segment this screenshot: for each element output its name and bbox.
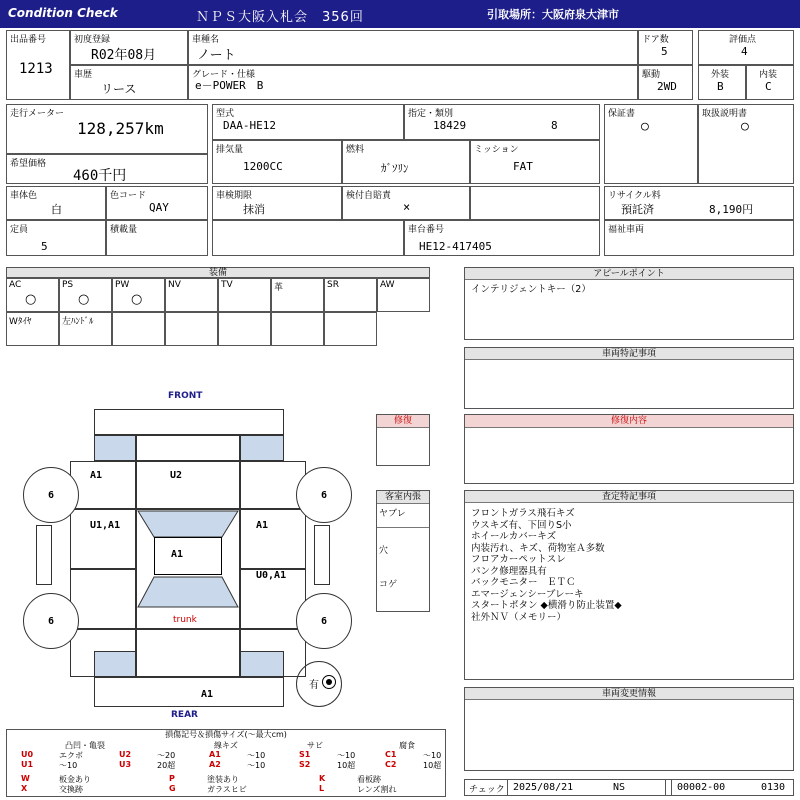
equipment-cell <box>112 278 165 312</box>
legend-desc: レンズ割れ <box>357 785 397 794</box>
equipment-label: 革 <box>274 283 284 293</box>
doc-code: 00002-00 <box>677 782 726 793</box>
tire-rear-right: 6 <box>296 593 352 649</box>
appeal-panel <box>464 267 794 340</box>
score-cell <box>698 30 794 65</box>
exterior-label: 外装 <box>711 70 730 80</box>
legend-desc: エクボ <box>59 751 83 760</box>
legend-desc: 看板跡 <box>357 775 381 784</box>
inspection-note: ウスキズ有、下回りS小 <box>471 519 572 531</box>
equipment-label: TV <box>221 280 233 290</box>
grade-cell <box>188 65 638 100</box>
inspection-note: 社外ＮＶ（メモリー） <box>471 611 567 623</box>
interior-cell <box>746 65 794 100</box>
legend-head-dent: 凸凹・亀裂 <box>65 741 105 750</box>
legend-desc: 〜10 <box>423 751 442 760</box>
check-label: チェック <box>469 785 505 795</box>
drive-cell <box>638 65 693 100</box>
mark-right-rear-door: U0,A1 <box>256 570 287 581</box>
designation: 18429 <box>433 119 467 132</box>
color-code: QAY <box>149 201 169 214</box>
equipment-label: AW <box>380 280 395 290</box>
appeal-title: アピールポイント <box>465 268 793 280</box>
blank-cell-2 <box>212 220 404 256</box>
equipment-label: AC <box>9 280 22 290</box>
inspection-note: スタートボタン ◆横滑り防止装置◆ <box>471 600 622 611</box>
grade: e－POWER B <box>195 79 264 92</box>
recycle-label: リサイクル料 <box>608 191 661 201</box>
front-right-headlight <box>240 435 284 461</box>
change-info-title: 車両変更情報 <box>465 688 793 700</box>
equipment-cell <box>6 312 59 346</box>
legend-code: S2 <box>299 760 311 769</box>
equipment-cell <box>218 312 271 346</box>
rear-label: REAR <box>171 710 198 720</box>
mileage: 128,257km <box>77 119 164 138</box>
inspection-note: フロアカーペットスレ <box>471 554 566 565</box>
car-name-label: 車種名 <box>192 35 220 45</box>
cabin-box <box>376 490 430 612</box>
model-code: DAA-HE12 <box>223 119 276 132</box>
legend-desc: 塗装あり <box>207 775 239 784</box>
rear-left-lamp <box>94 651 136 677</box>
footer-bar <box>464 779 794 796</box>
header-pickup: 引取場所：大阪府泉大津市 <box>487 8 619 21</box>
header-bar <box>0 0 800 28</box>
legend-desc: 〜10 <box>247 751 266 760</box>
welfare-label: 福祉車両 <box>608 225 645 235</box>
color-cell <box>6 186 106 220</box>
legend-code: U1 <box>21 760 34 769</box>
legend-code: P <box>169 774 175 783</box>
legend-desc: ガラスヒビ <box>207 785 247 794</box>
liability-mark: × <box>403 200 411 214</box>
fuel-cell <box>342 140 470 184</box>
legend-code: X <box>21 784 28 793</box>
price-cell <box>6 154 208 184</box>
legend-title: 損傷記号＆損傷サイズ(〜最大cm) <box>165 730 287 739</box>
equipment-cell <box>271 312 324 346</box>
change-info-panel <box>464 687 794 771</box>
warranty-cell <box>604 104 698 184</box>
equipment-cell <box>59 278 112 312</box>
repair-title: 修復 <box>377 415 429 428</box>
mileage-cell <box>6 104 208 154</box>
legend-code: A2 <box>209 760 221 769</box>
history-label: 車歴 <box>74 70 93 80</box>
model-label: 型式 <box>216 109 235 119</box>
lot-number-label: 出品番号 <box>10 35 47 45</box>
legend-desc: 〜10 <box>247 761 266 770</box>
equipment-mark: ○ <box>131 292 143 307</box>
left-rear-door <box>70 569 136 629</box>
liability-label: 検付自賠責 <box>346 191 392 201</box>
rear-right-lamp <box>240 651 284 677</box>
equipment-cell <box>165 278 218 312</box>
equipment-label: PS <box>62 280 74 290</box>
inspection-note: バックモニター ＥＴＣ <box>471 577 576 588</box>
warranty-label: 保証書 <box>608 109 636 119</box>
equipment-cell <box>6 278 59 312</box>
check-date: 2025/08/21 <box>513 782 574 793</box>
legend-head-corrosion: 腐食 <box>399 741 415 750</box>
equipment-cell <box>271 278 324 312</box>
welfare-cell <box>604 220 794 256</box>
equipment-table <box>6 267 430 347</box>
colorcode-label: 色コード <box>110 191 147 201</box>
manual-mark: ○ <box>741 119 749 134</box>
mileage-label: 走行メーター <box>10 109 65 119</box>
tire-front-right: 6 <box>296 467 352 523</box>
legend-code: K <box>319 774 326 783</box>
inspection-expiry: 抹消 <box>243 203 265 216</box>
repair-box <box>376 414 430 466</box>
color-label: 車体色 <box>10 191 38 201</box>
displacement-label: 排気量 <box>216 145 244 155</box>
inspection-note: エマージェンシーブレーキ <box>471 588 584 600</box>
mission-label: ミッション <box>474 145 519 155</box>
repair-detail-title: 修復内容 <box>465 415 793 428</box>
legend-code: U3 <box>119 760 132 769</box>
legend-desc: 10超 <box>337 761 356 770</box>
appeal-text: インテリジェントキー（2） <box>471 284 591 295</box>
first-registration-label: 初度登録 <box>74 35 111 45</box>
mark-roof: A1 <box>171 549 184 560</box>
legend-head-scratch: 線キズ <box>214 741 238 750</box>
model-cell <box>212 104 404 140</box>
legend-desc: 交換跡 <box>59 785 83 794</box>
fuel-label: 燃料 <box>346 145 365 155</box>
mark-front-left: A1 <box>90 470 103 481</box>
legend-code: G <box>169 784 176 793</box>
right-front-door <box>240 509 306 569</box>
interior-label: 内装 <box>759 70 778 80</box>
equipment-mark: ○ <box>25 292 37 307</box>
equipment-cell <box>377 278 430 312</box>
lot-number: 1213 <box>19 61 53 77</box>
capacity-label: 定員 <box>10 225 29 235</box>
trunk-label: trunk <box>173 615 197 625</box>
doors: 5 <box>661 45 668 58</box>
spare-tire-label: 有 <box>309 680 319 691</box>
chassis-cell <box>404 220 600 256</box>
equipment-mark: ○ <box>78 292 90 307</box>
body-color: 白 <box>51 203 62 216</box>
legend-heads <box>7 740 445 750</box>
mark-right-front-door: A1 <box>256 520 269 531</box>
mark-hood: U2 <box>170 470 183 481</box>
cabin-item-burn: コゲ <box>379 580 398 590</box>
displacement-cell <box>212 140 342 184</box>
special-notes-panel <box>464 347 794 409</box>
right-mirror <box>314 525 330 585</box>
legend-desc: 20超 <box>157 761 176 770</box>
drive: 2WD <box>657 80 677 93</box>
colorcode-cell <box>106 186 208 220</box>
liability-cell <box>342 186 470 220</box>
recycle-cell <box>604 186 794 220</box>
cabin-item-hole: 穴 <box>379 546 389 556</box>
tire-front-left: 6 <box>23 467 79 523</box>
car-name: ノート <box>197 48 236 63</box>
doors-label: ドア数 <box>642 35 669 45</box>
spare-tire-icon <box>322 675 336 689</box>
equipment-label: NV <box>168 280 181 290</box>
grille-panel <box>136 435 240 461</box>
recycle-status: 預託済 <box>621 203 654 216</box>
exterior-cell <box>698 65 746 100</box>
lot-number-cell <box>6 30 70 100</box>
legend-desc: 10超 <box>423 761 442 770</box>
rear-bumper-panel <box>94 677 284 707</box>
doc-number: 0130 <box>761 782 786 793</box>
front-bumper-panel <box>94 409 284 435</box>
equipment-label: 左ﾊﾝﾄﾞﾙ <box>62 317 94 327</box>
tire-rear-left: 6 <box>23 593 79 649</box>
exterior-grade: B <box>717 80 724 93</box>
equipment-cell <box>324 278 377 312</box>
recycle-fee: 8,190円 <box>709 203 754 216</box>
car-name-cell <box>188 30 638 65</box>
car-diagram <box>20 385 370 725</box>
legend-code: W <box>21 774 30 783</box>
equipment-cell <box>324 312 377 346</box>
class-number: 8 <box>551 119 558 132</box>
legend-desc: 〜10 <box>59 761 78 770</box>
load-cell <box>106 220 208 256</box>
special-notes-title: 車両特記事項 <box>465 348 793 360</box>
front-label: FRONT <box>168 391 203 401</box>
inspection-note: パンク修理器具有 <box>471 565 547 577</box>
score-label: 評価点 <box>729 35 757 45</box>
legend-desc: 〜10 <box>337 751 356 760</box>
first-registration-cell <box>70 30 188 65</box>
header-title: ＮＰＳ大阪入札会 356回 <box>196 10 364 25</box>
inspection-notes-panel <box>464 490 794 680</box>
legend-code: U0 <box>21 750 34 759</box>
designation-cell <box>404 104 600 140</box>
mission-cell <box>470 140 600 184</box>
inspection-note: 内装汚れ、キズ、荷物室Ａ多数 <box>471 542 605 554</box>
repair-detail-panel <box>464 414 794 484</box>
mark-rear-bumper: A1 <box>201 689 214 700</box>
legend-code: A1 <box>209 750 221 759</box>
equipment-label: SR <box>327 280 339 290</box>
doors-cell <box>638 30 693 65</box>
drive-label: 駆動 <box>642 70 661 80</box>
equipment-cell <box>59 312 112 346</box>
checker: NS <box>613 782 626 793</box>
load-label: 積載量 <box>110 225 138 235</box>
blank-cell-1 <box>470 186 600 220</box>
legend-code: L <box>319 784 325 793</box>
inspection-label: 車検期限 <box>216 191 253 201</box>
equipment-cell <box>112 312 165 346</box>
legend-code: C1 <box>385 750 397 759</box>
equipment-label: Wﾀｲﾔ <box>9 317 32 327</box>
fuel: ｶﾞｿﾘﾝ <box>381 162 409 175</box>
price-label: 希望価格 <box>10 159 47 169</box>
warranty-mark: ○ <box>641 119 649 134</box>
history-cell <box>70 65 188 100</box>
legend-head-rust: サビ <box>307 741 323 750</box>
score: 4 <box>741 45 748 58</box>
mark-left-front-door: U1,A1 <box>90 520 121 531</box>
left-front-door <box>70 509 136 569</box>
legend-code: S1 <box>299 750 311 759</box>
grade-label: グレード・仕様 <box>192 70 256 80</box>
roof-panel <box>154 537 222 575</box>
header-left: Condition Check <box>8 6 118 20</box>
damage-legend <box>6 729 446 797</box>
left-mirror <box>36 525 52 585</box>
equipment-cell <box>218 278 271 312</box>
spare-tire-circle <box>296 661 342 707</box>
chassis-label: 車台番号 <box>408 225 445 235</box>
trunk-panel <box>136 629 240 677</box>
capacity-cell <box>6 220 106 256</box>
inspection-note: ホイールカバーキズ <box>471 531 557 542</box>
capacity: 5 <box>41 240 48 253</box>
equipment-label: PW <box>115 280 130 290</box>
displacement: 1200CC <box>243 160 283 173</box>
legend-code: C2 <box>385 760 397 769</box>
inspection-note: フロントガラス飛石キズ <box>471 508 575 519</box>
equipment-title: 装備 <box>6 267 430 278</box>
legend-desc: 板金あり <box>59 775 91 784</box>
mission: FAT <box>513 160 533 173</box>
front-left-fender <box>70 461 136 509</box>
front-left-headlight <box>94 435 136 461</box>
legend-desc: 〜20 <box>157 751 176 760</box>
hood-panel <box>136 461 240 509</box>
designation-label: 指定・類別 <box>408 109 454 119</box>
cabin-item-tear: ヤブレ <box>377 504 429 528</box>
cabin-title: 客室内張 <box>377 491 429 504</box>
manual-cell <box>698 104 794 184</box>
history: リース <box>101 82 137 96</box>
manual-label: 取扱説明書 <box>702 109 748 119</box>
chassis-number: HE12-417405 <box>419 240 492 253</box>
first-registration: R02年08月 <box>91 48 157 63</box>
desired-price: 460千円 <box>73 168 127 184</box>
interior-grade: C <box>765 80 772 93</box>
inspection-notes-title: 査定特記事項 <box>465 491 793 503</box>
legend-code: U2 <box>119 750 132 759</box>
inspection-cell <box>212 186 342 220</box>
equipment-cell <box>165 312 218 346</box>
